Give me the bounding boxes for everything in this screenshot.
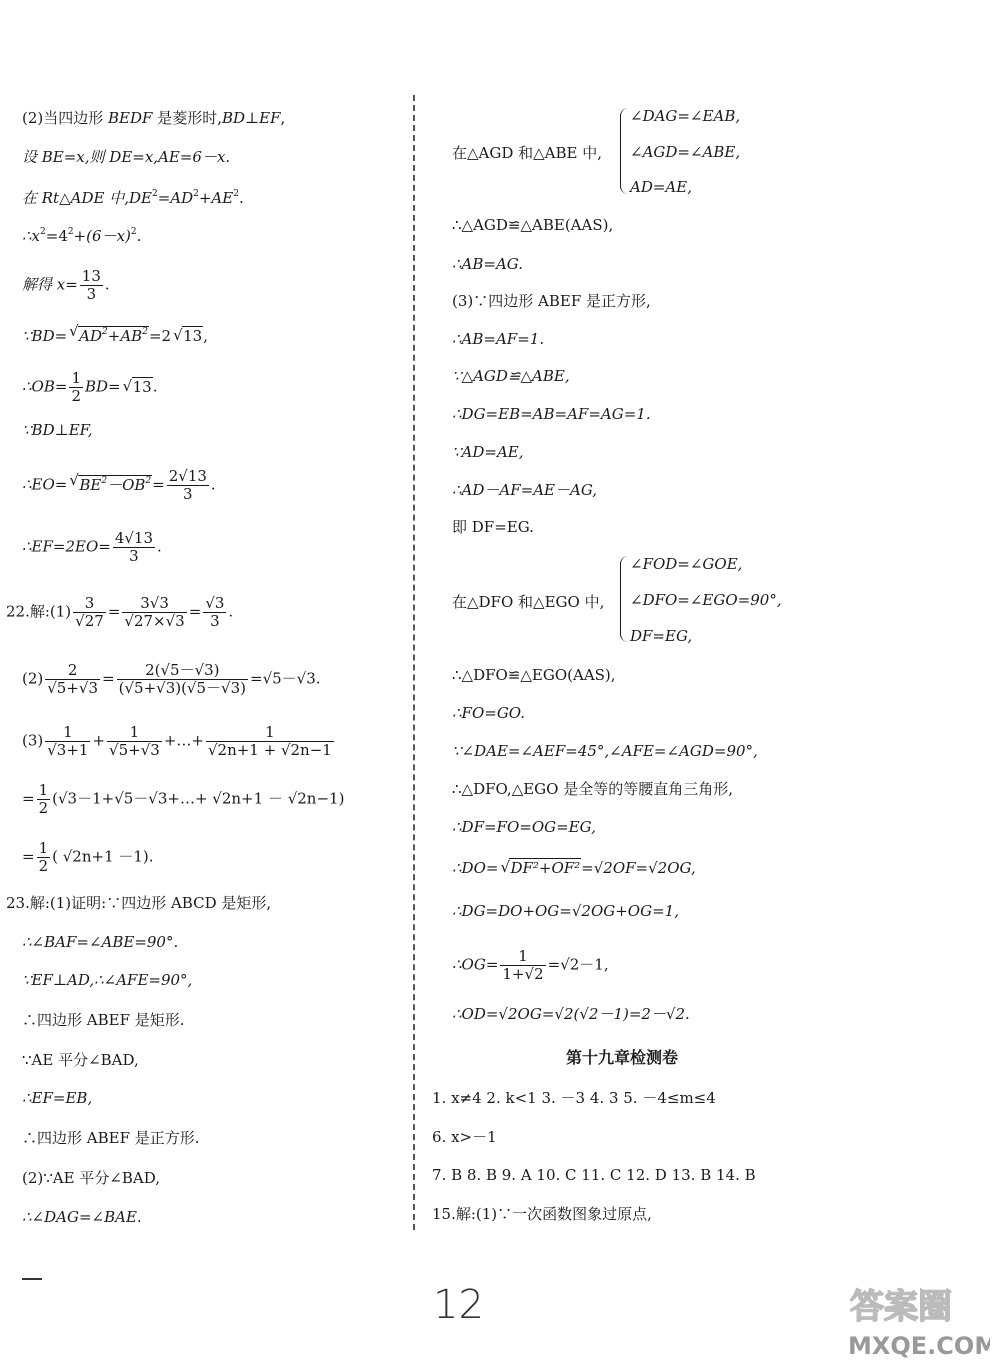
left-line-6: ∵BD=√ $AD^2+AB^2=2√$ 13, bbox=[22, 322, 208, 346]
chapter-title: 第十九章检测卷 bbox=[566, 1048, 679, 1067]
right-line-7: ∵AD=AE, bbox=[452, 443, 524, 461]
right-line-6: ∴DG=EB=AB=AF=AG=1. bbox=[452, 405, 651, 423]
right-line-8: ∴AD－AF=AE－AG, bbox=[452, 481, 598, 499]
brace-1-item-1: ∠DAG=∠EAB, bbox=[630, 107, 741, 125]
right-line-3: (3)∵四边形 ABEF 是正方形, bbox=[452, 292, 651, 310]
right-line-9: 即 DF=EG. bbox=[452, 518, 534, 536]
q23-line-2: ∴∠BAF=∠ABE=90°. bbox=[22, 933, 179, 951]
watermark-logo bbox=[840, 1280, 990, 1360]
right-line-14: ∴DF=FO=OG=EG, bbox=[452, 818, 596, 836]
page-number: 12 bbox=[433, 1282, 484, 1328]
right-line-4: ∴AB=AF=1. bbox=[452, 330, 545, 348]
q23-line-4: ∴四边形 ABEF 是矩形. bbox=[22, 1011, 185, 1029]
q23-line-3: ∵EF⊥AD,∴∠AFE=90°, bbox=[22, 971, 193, 989]
q22-part3-step: = $\frac{1}{2}$ (√3－1+√5－√3+…+ √2n+1 － √2n−1) bbox=[22, 781, 345, 817]
right-line-16: ∴DG=DO+OG=√2OG+OG=1, bbox=[452, 902, 679, 920]
brace-1-item-2: ∠AGD=∠ABE, bbox=[630, 143, 741, 161]
footer-rule bbox=[22, 1278, 42, 1280]
left-line-5: 解得 x= $\frac{13}{3}$ . bbox=[22, 267, 110, 303]
brace-2-item-1: ∠FOD=∠GOE, bbox=[630, 555, 743, 573]
right-line-12: ∵∠DAE=∠AEF=45°,∠AFE=∠AGD=90°, bbox=[452, 742, 758, 760]
q23-line-9: ∴∠DAG=∠BAE. bbox=[22, 1208, 142, 1226]
right-line-5: ∵△AGD≌△ABE, bbox=[452, 367, 570, 385]
answers-row-2: 6. x>－1 bbox=[432, 1128, 497, 1146]
left-line-1: (2)当四边形 BEDF 是菱形时,BD⊥EF, bbox=[22, 109, 286, 127]
brace-1-item-3: AD=AE, bbox=[630, 178, 692, 196]
brace-1 bbox=[620, 108, 629, 194]
right-line-15: ∴DO=√ DF²+OF²=√2OF=√2OG, bbox=[452, 858, 696, 878]
q23-line-7: ∴四边形 ABEF 是正方形. bbox=[22, 1129, 200, 1147]
column-divider bbox=[413, 95, 415, 1230]
left-line-3: 在 Rt△ADE 中$,DE^2=AD^2+AE^2$. bbox=[22, 189, 244, 207]
left-line-2: 设 BE=x,则 DE=x,AE=6－x. bbox=[22, 148, 231, 166]
q22-part2: (2) $\frac{2}{√5+√3}$ = $\frac{2(√5-√3)}{(√5+√3)(√5-√3)}$ =√5－√3. bbox=[22, 661, 321, 697]
brace-1-label: 在△AGD 和△ABE 中, bbox=[452, 144, 603, 162]
right-line-18: ∴OD=√2OG=√2(√2－1)=2－√2. bbox=[452, 1005, 690, 1023]
right-line-13: ∴△DFO,△EGO 是全等的等腰直角三角形, bbox=[452, 780, 734, 798]
watermark-top: 答案圈 bbox=[850, 1287, 952, 1327]
left-line-4: $\therefore x^2=4^2+(6-x)^2$. bbox=[22, 227, 142, 245]
answers-row-4: 15.解:(1)∵一次函数图象过原点, bbox=[432, 1205, 652, 1223]
right-line-10: ∴△DFO≌△EGO(AAS), bbox=[452, 666, 616, 684]
brace-2-label: 在△DFO 和△EGO 中, bbox=[452, 593, 605, 611]
q23-line-5: ∵AE 平分∠BAD, bbox=[22, 1051, 139, 1069]
brace-2-item-3: DF=EG, bbox=[630, 627, 693, 645]
left-line-8: ∵BD⊥EF, bbox=[22, 421, 93, 439]
left-line-7: ∴OB= $\frac{1}{2}$ BD=√ 13. bbox=[22, 370, 157, 405]
brace-2-item-2: ∠DFO=∠EGO=90°, bbox=[630, 591, 782, 609]
answers-row-1: 1. x≠4 2. k<1 3. －3 4. 3 5. －4≤m≤4 bbox=[432, 1089, 716, 1107]
answers-row-3: 7. B 8. B 9. A 10. C 11. C 12. D 13. B 14. B bbox=[432, 1166, 756, 1184]
right-line-11: ∴FO=GO. bbox=[452, 704, 525, 722]
left-line-9: ∴EO=√ $BE^2-OB^2=$ $\frac{2√13}{3}$ . bbox=[22, 468, 216, 503]
watermark-bottom: MXQE.COM bbox=[848, 1332, 990, 1360]
q23-line-6: ∴EF=EB, bbox=[22, 1089, 93, 1107]
q22-part3-result: = $\frac{1}{2}$ ( √2n+1 －1). bbox=[22, 839, 154, 875]
right-line-1: ∴△AGD≌△ABE(AAS), bbox=[452, 216, 614, 234]
brace-2 bbox=[620, 556, 629, 642]
q22-part3: (3) $\frac{1}{√3+1}$ + $\frac{1}{√5+√3}$ +…+ $\frac{1}{√2n+1 + √2n-1}$ bbox=[22, 723, 332, 759]
q23-line-1: 23.解:(1)证明:∵四边形 ABCD 是矩形, bbox=[6, 894, 272, 912]
right-line-17: ∴OG= $\frac{1}{1+√2}$ =√2－1, bbox=[452, 947, 609, 983]
q23-line-8: (2)∵AE 平分∠BAD, bbox=[22, 1169, 161, 1187]
left-line-10: ∴EF=2EO= $\frac{4√13}{3}$ . bbox=[22, 529, 162, 565]
q22-part1: 22.解:(1) $\frac{3}{√27}$ = $\frac{3√3}{√27\times√3}$ = $\frac{√3}{3}$ . bbox=[6, 594, 234, 630]
right-line-2: ∴AB=AG. bbox=[452, 255, 524, 273]
